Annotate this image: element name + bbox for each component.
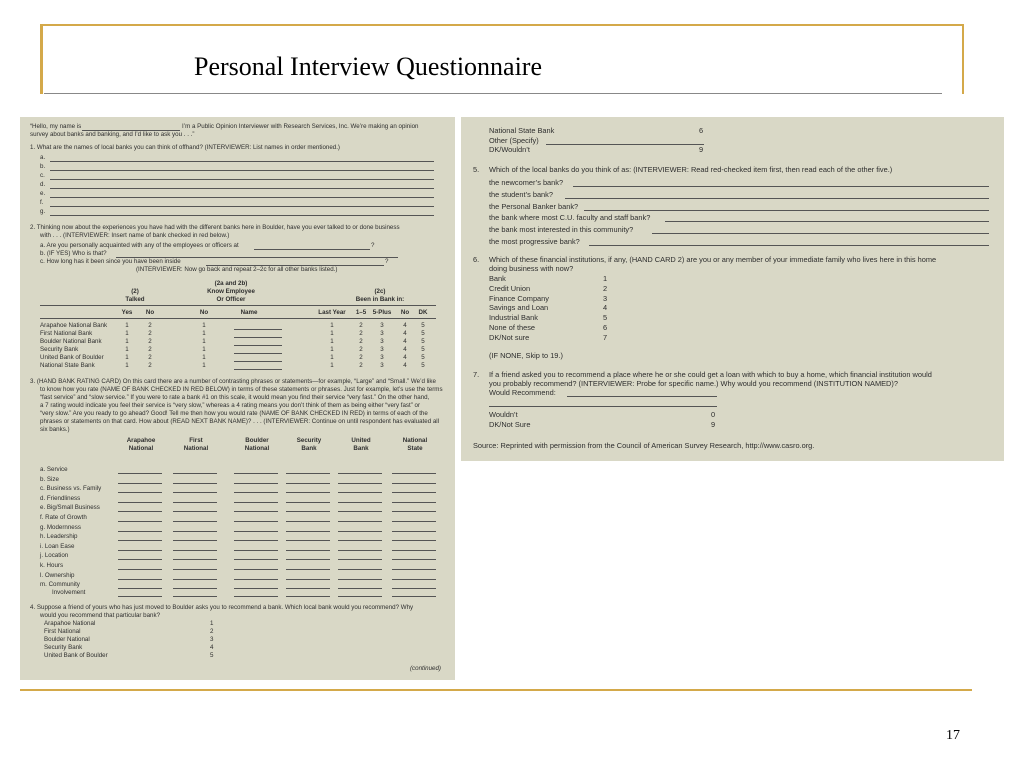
question-4-b: would you recommend that particular bank? bbox=[40, 612, 161, 619]
table-cell: 1 bbox=[125, 338, 129, 345]
rating-blank bbox=[286, 596, 330, 597]
name-blank bbox=[234, 369, 282, 370]
rating-blank bbox=[286, 569, 330, 570]
rating-blank bbox=[286, 540, 330, 541]
table-column-header: 1–5 bbox=[355, 309, 367, 316]
q6-option-label: Savings and Loan bbox=[489, 303, 549, 313]
q4-option-code: 2 bbox=[210, 628, 214, 635]
table-row-bank: First National Bank bbox=[40, 330, 93, 337]
question-3-line: a 7 rating would indicate you feel their service is “very slow,” whereas a 4 rating means you don’t think of them as being either “very fast” or bbox=[40, 402, 421, 409]
rating-blank bbox=[118, 492, 162, 493]
option-label: National State Bank bbox=[489, 126, 555, 135]
table-cols-rule bbox=[40, 318, 436, 319]
rating-blank bbox=[173, 540, 217, 541]
rating-blank bbox=[173, 502, 217, 503]
table-cell: 1 bbox=[330, 362, 334, 369]
q1-letter: g. bbox=[40, 208, 46, 215]
q1-answer-line bbox=[50, 197, 434, 198]
rating-item-label: j. Location bbox=[40, 552, 69, 560]
question-3-line: 3. (HAND BANK RATING CARD) On this card there are a number of contrasting phrases or statements—for example, “Large” and “Small.” We’d like bbox=[30, 378, 436, 385]
rating-blank bbox=[173, 521, 217, 522]
q4-option-label: Boulder National bbox=[44, 636, 90, 643]
rating-blank bbox=[118, 502, 162, 503]
rating-blank bbox=[234, 540, 278, 541]
q5-answer-line bbox=[665, 221, 989, 222]
table-cell: 1 bbox=[202, 354, 206, 361]
option-code: 6 bbox=[699, 126, 704, 135]
table-cell: 4 bbox=[403, 330, 407, 337]
rating-blank bbox=[286, 473, 330, 474]
question-6-a: Which of these financial institutions, if any, (HAND CARD 2) are you or any member of your immediate family who lives here in this home bbox=[489, 255, 937, 264]
table-cell: 3 bbox=[380, 362, 384, 369]
rating-blank bbox=[118, 596, 162, 597]
q6-option-label: Industrial Bank bbox=[489, 313, 538, 323]
table-cell: 5 bbox=[421, 346, 425, 353]
table-cell: 3 bbox=[380, 346, 384, 353]
rating-column-header: Bank bbox=[301, 445, 317, 452]
rating-blank bbox=[173, 511, 217, 512]
intro-text-b: I’m a Public Opinion Interviewer with Research Services, Inc. We’re making an opinion bbox=[182, 123, 419, 130]
rating-blank bbox=[286, 559, 330, 560]
rating-blank bbox=[234, 559, 278, 560]
table-column-header: No bbox=[145, 309, 155, 316]
table-column-header: Yes bbox=[121, 309, 133, 316]
continued-label: (continued) bbox=[410, 665, 441, 672]
rating-blank bbox=[286, 550, 330, 551]
rating-item-label: a. Service bbox=[40, 466, 68, 473]
rating-blank bbox=[286, 588, 330, 589]
rating-item-label: c. Business vs. Family bbox=[40, 485, 102, 493]
rating-blank bbox=[173, 588, 217, 589]
rating-blank bbox=[338, 521, 382, 522]
question-2-a: 2. Thinking now about the experiences you have had with the different banks here in Boulder, have you ever talked to or done business bbox=[30, 224, 400, 231]
rating-blank bbox=[118, 473, 162, 474]
table-head-2ab-sub2: Or Officer bbox=[216, 296, 246, 303]
q6-option-code: 1 bbox=[603, 274, 608, 283]
rating-blank bbox=[392, 540, 436, 541]
q1-letter: e. bbox=[40, 190, 46, 197]
table-head-2: (2) bbox=[131, 288, 139, 295]
rating-blank bbox=[234, 521, 278, 522]
rating-blank bbox=[234, 511, 278, 512]
question-1: 1. What are the names of local banks you can think of offhand? (INTERVIEWER: List names in order mentioned.) bbox=[30, 144, 340, 151]
questionnaire-page-left: “Hello, my name is I’m a Public Opinion Interviewer with Research Services, Inc. We’re making an opinion survey about banks and banking, and I’d like to ask you . . .” 1. What are the names of local banks you can think of offhand? (INTERVIEWER: List names in order mentioned.) a. b. c. d. e. f. g. 2. Thinking now about the experiences you have had with the different banks here in Boulder, have you ever talked to or done business with . . . (INTERVIEWER: Insert name of bank checked in red below.) a. Are you personally acquainted with any of the employees or officers at ? b. (IF YES) Who is that? c. How long has it been since you have been inside ? (INTERVIEWER: Now go back and repeat 2–2c for all other banks listed.) (2a and 2b) (2) Know Employee (2c) Talked Or Officer Been in Bank in: Yes No No Name Last Year 1–5 5-Plus No DK Arapahoe National Bank 1 2 1 1 2 3 4 5 First National Bank 1 2 1 1 2 3 4 5 Boulder National Bank 1 2 1 1 2 3 4 5 Security Bank 1 2 1 1 2 3 4 5 United Bank of Boulder 1 2 1 1 2 3 4 5 National State Bank 1 2 1 1 2 3 4 5 3. (HAND BANK RATING CARD) On this card there are a number of contrasting phrases or statements—for example, “Large” and “Small.” We’d like to know how you rate (NAME OF BANK CHECKED IN RED BELOW) in terms of these statements or phrases. Just for example, let’s use the terms “fast service” and “slow service.” If you were to rate a bank #1 on this scale, it would mean you find their service “very fast.” On the other hand, a 7 rating would indicate you feel their service is “very slow,” whereas a 4 rating means you don’t think of them as being either “very fast” or “very slow.” Are you ready to go ahead? Good! Tell me then how you would rate (NAME OF BANK CHECKED IN RED) in terms of each of the phrases or statements on that card. How about (READ NEXT BANK NAME)? . . . (INTERVIEWER: Continue on until respondent has evaluated all six banks.) Arapahoe National First National Boulder National Security Bank United Bank National State a. Service b. Size c. Business vs. Family d. Friendliness e. Big/Small Business f. Rate of Growth g. Modernness h. Leadership i. Loan Ease j. Location k. Hours l. Ownership m. Community Involvement 4. Suppose a friend of yours who has just moved to Boulder asks you to recommend a bank. Which local bank would you recommend? Why would you recommend that particular bank? Arapahoe National 1 First National 2 Boulder National 3 Security Bank 4 United Bank of Boulder 5 (continued) bbox=[20, 117, 455, 680]
option-label: Other (Specify) bbox=[489, 135, 539, 145]
q5-item: the Personal Banker bank? bbox=[489, 201, 579, 211]
table-column-header: 5-Plus bbox=[372, 309, 392, 316]
table-row-bank: Arapahoe National Bank bbox=[40, 322, 108, 329]
table-column-header: Name bbox=[240, 309, 258, 316]
option-label: DK/Wouldn’t bbox=[489, 145, 530, 154]
rating-item-label: h. Leadership bbox=[40, 533, 78, 541]
rating-blank bbox=[173, 569, 217, 570]
rating-blank bbox=[173, 473, 217, 474]
table-cell: 5 bbox=[421, 322, 425, 329]
q1-answer-line bbox=[50, 161, 434, 162]
rating-item-label: k. Hours bbox=[40, 562, 64, 569]
question-6-b: doing business with now? bbox=[489, 264, 574, 273]
rating-blank bbox=[338, 492, 382, 493]
q6-option-label: Credit Union bbox=[489, 283, 531, 293]
q6-option-code: 6 bbox=[603, 323, 608, 332]
q5-item: the bank most interested in this community? bbox=[489, 225, 634, 235]
bottom-divider bbox=[20, 689, 972, 691]
table-cell: 2 bbox=[148, 362, 152, 369]
table-cell: 2 bbox=[148, 322, 152, 329]
rating-blank bbox=[234, 492, 278, 493]
q1-letter: b. bbox=[40, 163, 46, 170]
table-cell: 3 bbox=[380, 338, 384, 345]
q7-option-code: 0 bbox=[711, 410, 716, 419]
rating-blank bbox=[338, 540, 382, 541]
rating-item-label: Involvement bbox=[52, 588, 86, 596]
table-cell: 4 bbox=[403, 346, 407, 353]
rating-blank bbox=[118, 559, 162, 560]
q7-option-label: DK/Not Sure bbox=[489, 419, 531, 429]
table-cell: 1 bbox=[202, 346, 206, 353]
q6-option-label: DK/Not sure bbox=[489, 332, 530, 342]
table-cell: 3 bbox=[380, 322, 384, 329]
table-cell: 1 bbox=[330, 346, 334, 353]
table-row-bank: Boulder National Bank bbox=[40, 338, 102, 345]
q4-option-code: 3 bbox=[210, 636, 214, 643]
rating-blank bbox=[286, 483, 330, 484]
table-cell: 1 bbox=[125, 322, 129, 329]
q1-answer-line bbox=[50, 215, 434, 216]
rating-column-header: National bbox=[183, 445, 209, 452]
q6-option-code: 4 bbox=[603, 303, 608, 313]
table-column-header: DK bbox=[418, 309, 428, 316]
question-3-line: to know how you rate (NAME OF BANK CHECKED IN RED BELOW) in terms of these statements or phrases. Just for example, let’s use the terms bbox=[40, 386, 443, 393]
rating-blank bbox=[338, 579, 382, 580]
rating-blank bbox=[338, 588, 382, 589]
table-head-2-sub: Talked bbox=[125, 296, 145, 303]
rating-column-header: State bbox=[407, 445, 423, 452]
rating-blank bbox=[392, 596, 436, 597]
rating-blank bbox=[234, 550, 278, 551]
q2a-blank bbox=[254, 249, 370, 250]
rating-blank bbox=[118, 521, 162, 522]
right-border bbox=[962, 24, 964, 94]
table-head-rule bbox=[40, 305, 436, 306]
q6-option-label: Bank bbox=[489, 274, 506, 283]
rating-blank bbox=[118, 540, 162, 541]
q7-number: 7. bbox=[473, 370, 480, 379]
table-cell: 1 bbox=[125, 354, 129, 361]
name-blank bbox=[234, 329, 282, 330]
table-head-2ab-sub1: Know Employee bbox=[207, 288, 255, 295]
rating-blank bbox=[392, 588, 436, 589]
source-note: Source: Reprinted with permission from the Council of American Survey Research, http://www.casro.org. bbox=[473, 441, 815, 450]
q6-option-label: Finance Company bbox=[489, 293, 549, 303]
table-cell: 3 bbox=[380, 354, 384, 361]
rating-column-header: Bank bbox=[353, 445, 369, 452]
table-row-bank: Security Bank bbox=[40, 346, 79, 353]
q1-letter: f. bbox=[40, 199, 44, 206]
rating-blank bbox=[392, 550, 436, 551]
rating-blank bbox=[286, 511, 330, 512]
rating-column-header: National bbox=[128, 445, 154, 452]
table-cell: 5 bbox=[421, 354, 425, 361]
question-5: Which of the local banks do you think of as: (INTERVIEWER: Read red-checked item first, then read each of the other five.) bbox=[489, 165, 893, 174]
rating-item-label: f. Rate of Growth bbox=[40, 514, 87, 521]
rating-blank bbox=[234, 579, 278, 580]
q6-option-code: 3 bbox=[603, 293, 608, 303]
table-cell: 5 bbox=[421, 338, 425, 345]
rating-blank bbox=[286, 521, 330, 522]
left-border bbox=[40, 24, 43, 94]
table-cell: 2 bbox=[148, 338, 152, 345]
table-head-2c-sub: Been in Bank in: bbox=[355, 296, 405, 303]
option-code: 9 bbox=[699, 145, 704, 154]
table-cell: 4 bbox=[403, 354, 407, 361]
rating-column-header: National bbox=[402, 437, 428, 444]
table-cell: 2 bbox=[148, 346, 152, 353]
q1-letter: a. bbox=[40, 154, 46, 161]
table-cell: 2 bbox=[359, 322, 363, 329]
rating-blank bbox=[234, 596, 278, 597]
q4-option-code: 5 bbox=[210, 652, 214, 659]
page-number: 17 bbox=[946, 728, 960, 743]
rating-blank bbox=[392, 579, 436, 580]
name-blank bbox=[234, 361, 282, 362]
table-cell: 1 bbox=[125, 346, 129, 353]
q6-option-code: 2 bbox=[603, 283, 608, 293]
rating-blank bbox=[286, 502, 330, 503]
question-2c: c. How long has it been since you have been inside bbox=[40, 258, 181, 265]
q1-answer-line bbox=[50, 179, 434, 180]
rating-blank bbox=[234, 483, 278, 484]
question-3-line: phrases or statements on that card. How about (READ NEXT BANK NAME)? . . . (INTERVIEWER: Continue on until respondent has evaluated all bbox=[40, 418, 440, 425]
rating-item-label: d. Friendliness bbox=[40, 494, 81, 502]
table-cell: 2 bbox=[359, 346, 363, 353]
question-3-line: six banks.) bbox=[40, 426, 70, 433]
question-3-line: “fast service” and “slow service.” If you were to rate a bank #1 on this scale, it would mean you find their service “very fast.” On the other hand, bbox=[40, 394, 430, 401]
q1-answer-line bbox=[50, 188, 434, 189]
table-head-2ab: (2a and 2b) bbox=[214, 280, 248, 287]
rating-column-header: United bbox=[351, 437, 371, 444]
rating-item-label: m. Community bbox=[40, 581, 80, 589]
rating-blank bbox=[118, 588, 162, 589]
rating-column-header: First bbox=[189, 437, 203, 444]
rating-blank bbox=[392, 531, 436, 532]
top-border bbox=[40, 24, 964, 26]
table-cell: 3 bbox=[380, 330, 384, 337]
table-cell: 4 bbox=[403, 362, 407, 369]
q5-item: the newcomer’s bank? bbox=[489, 178, 564, 187]
rating-blank bbox=[234, 502, 278, 503]
q5-answer-line bbox=[573, 186, 989, 187]
question-3-line: “very slow.” Are you ready to go ahead? Good! Tell me then how you would rate (NAME OF BANK CHECKED IN RED) in terms of each of the bbox=[40, 410, 428, 417]
question-7-b: you probably recommend? (INTERVIEWER: Probe for specific name.) Why would you recommend (INSTITUTION NAMED)? bbox=[489, 379, 898, 388]
q1-answer-line bbox=[50, 170, 434, 171]
rating-blank bbox=[338, 559, 382, 560]
rating-blank bbox=[286, 531, 330, 532]
rating-blank bbox=[173, 579, 217, 580]
q5-item: the student’s bank? bbox=[489, 189, 553, 199]
rating-blank bbox=[173, 559, 217, 560]
rating-column-header: National bbox=[244, 445, 270, 452]
rating-blank bbox=[118, 579, 162, 580]
question-2-b: with . . . (INTERVIEWER: Insert name of bank checked in red below.) bbox=[40, 232, 230, 239]
q7-option-label: Wouldn’t bbox=[489, 410, 518, 419]
table-cell: 1 bbox=[202, 362, 206, 369]
other-specify-blank bbox=[546, 144, 704, 145]
table-head-2c: (2c) bbox=[374, 288, 386, 295]
table-cell: 1 bbox=[125, 330, 129, 337]
rating-blank bbox=[338, 569, 382, 570]
q4-option-label: Security Bank bbox=[44, 644, 83, 651]
rating-blank bbox=[392, 511, 436, 512]
table-cell: 1 bbox=[330, 322, 334, 329]
q5-answer-line bbox=[652, 233, 989, 234]
table-cell: 5 bbox=[421, 330, 425, 337]
q4-option-label: United Bank of Boulder bbox=[44, 652, 108, 659]
question-7-a: If a friend asked you to recommend a place where he or she could get a loan with which to buy a home, which financial institution would bbox=[489, 370, 932, 379]
table-cell: 2 bbox=[148, 330, 152, 337]
title-divider bbox=[44, 93, 942, 94]
question-7-c: Would Recommend: bbox=[489, 388, 556, 397]
table-cell: 5 bbox=[421, 362, 425, 369]
rating-item-label: g. Modernness bbox=[40, 523, 81, 531]
q7-option-code: 9 bbox=[711, 419, 716, 429]
table-cell: 1 bbox=[125, 362, 129, 369]
rating-blank bbox=[392, 492, 436, 493]
rating-blank bbox=[392, 521, 436, 522]
table-cell: 2 bbox=[359, 338, 363, 345]
rating-item-label: l. Ownership bbox=[40, 571, 75, 579]
rating-blank bbox=[173, 492, 217, 493]
rating-blank bbox=[338, 531, 382, 532]
table-cell: 2 bbox=[359, 362, 363, 369]
q7-extra-blank bbox=[489, 406, 717, 407]
rating-blank bbox=[234, 569, 278, 570]
rating-blank bbox=[286, 492, 330, 493]
question-2a: a. Are you personally acquainted with any of the employees or officers at bbox=[40, 242, 239, 249]
rating-blank bbox=[286, 579, 330, 580]
rating-blank bbox=[234, 531, 278, 532]
question-4-a: 4. Suppose a friend of yours who has just moved to Boulder asks you to recommend a bank. Which local bank would you recommend? Why bbox=[30, 604, 414, 611]
q5-number: 5. bbox=[473, 165, 480, 174]
table-cell: 1 bbox=[202, 322, 206, 329]
rating-blank bbox=[392, 502, 436, 503]
rating-blank bbox=[338, 550, 382, 551]
table-cell: 4 bbox=[403, 322, 407, 329]
rating-blank bbox=[392, 473, 436, 474]
question-2-note: (INTERVIEWER: Now go back and repeat 2–2c for all other banks listed.) bbox=[136, 266, 338, 273]
q4-option-code: 4 bbox=[210, 644, 214, 651]
q6-option-code: 5 bbox=[603, 313, 608, 323]
name-blank bbox=[234, 345, 282, 346]
name-blank bbox=[234, 353, 282, 354]
name-blank bbox=[234, 337, 282, 338]
table-row-bank: United Bank of Boulder bbox=[40, 354, 104, 361]
rating-blank bbox=[173, 596, 217, 597]
rating-blank bbox=[338, 483, 382, 484]
table-cell: 4 bbox=[403, 338, 407, 345]
rating-blank bbox=[392, 559, 436, 560]
q5-item: the bank where most C.U. faculty and staff bank? bbox=[489, 213, 651, 223]
rating-blank bbox=[234, 473, 278, 474]
q5-answer-line bbox=[589, 245, 989, 246]
q5-item: the most progressive bank? bbox=[489, 237, 580, 246]
rating-blank bbox=[392, 483, 436, 484]
rating-item-label: b. Size bbox=[40, 475, 59, 483]
rating-column-header: Arapahoe bbox=[126, 437, 156, 444]
rating-blank bbox=[118, 483, 162, 484]
rating-blank bbox=[173, 550, 217, 551]
rating-blank bbox=[118, 531, 162, 532]
rating-blank bbox=[118, 550, 162, 551]
table-column-header: No bbox=[199, 309, 209, 316]
rating-item-label: i. Loan Ease bbox=[40, 542, 75, 550]
intro-text-c: survey about banks and banking, and I’d like to ask you . . .” bbox=[30, 131, 195, 138]
question-2b: b. (IF YES) Who is that? bbox=[40, 250, 107, 257]
questionnaire-page-right bbox=[461, 117, 1004, 461]
rating-blank bbox=[338, 596, 382, 597]
q1-letter: d. bbox=[40, 181, 46, 188]
rating-blank bbox=[338, 502, 382, 503]
rating-item-label: e. Big/Small Business bbox=[40, 504, 100, 512]
table-column-header: Last Year bbox=[318, 309, 346, 316]
table-cell: 2 bbox=[148, 354, 152, 361]
q6-skip: (IF NONE, Skip to 19.) bbox=[489, 351, 563, 360]
q7-recommend-blank bbox=[567, 396, 717, 397]
rating-blank bbox=[118, 569, 162, 570]
q6-option-label: None of these bbox=[489, 323, 536, 332]
rating-blank bbox=[234, 588, 278, 589]
q4-option-label: Arapahoe National bbox=[44, 620, 96, 627]
q6-option-code: 7 bbox=[603, 332, 608, 342]
table-cell: 1 bbox=[202, 330, 206, 337]
rating-blank bbox=[118, 511, 162, 512]
rating-blank bbox=[392, 569, 436, 570]
rating-blank bbox=[173, 483, 217, 484]
q4-option-label: First National bbox=[44, 628, 81, 635]
table-cell: 1 bbox=[330, 330, 334, 337]
q1-letter: c. bbox=[40, 172, 45, 179]
table-cell: 2 bbox=[359, 354, 363, 361]
table-cell: 2 bbox=[359, 330, 363, 337]
q5-answer-line bbox=[565, 198, 989, 199]
rating-column-header: Security bbox=[296, 437, 322, 444]
table-cell: 1 bbox=[330, 338, 334, 345]
table-cell: 1 bbox=[202, 338, 206, 345]
intro-text-a: “Hello, my name is bbox=[30, 123, 82, 130]
q5-answer-line bbox=[584, 210, 989, 211]
rating-blank bbox=[338, 511, 382, 512]
table-column-header: No bbox=[400, 309, 410, 316]
table-cell: 1 bbox=[330, 354, 334, 361]
q6-number: 6. bbox=[473, 255, 480, 264]
q4-option-code: 1 bbox=[210, 620, 214, 627]
table-row-bank: National State Bank bbox=[40, 362, 95, 369]
rating-column-header: Boulder bbox=[245, 437, 269, 444]
q1-answer-line bbox=[50, 206, 434, 207]
slide-title: Personal Interview Questionnaire bbox=[194, 52, 543, 81]
rating-blank bbox=[338, 473, 382, 474]
rating-blank bbox=[173, 531, 217, 532]
